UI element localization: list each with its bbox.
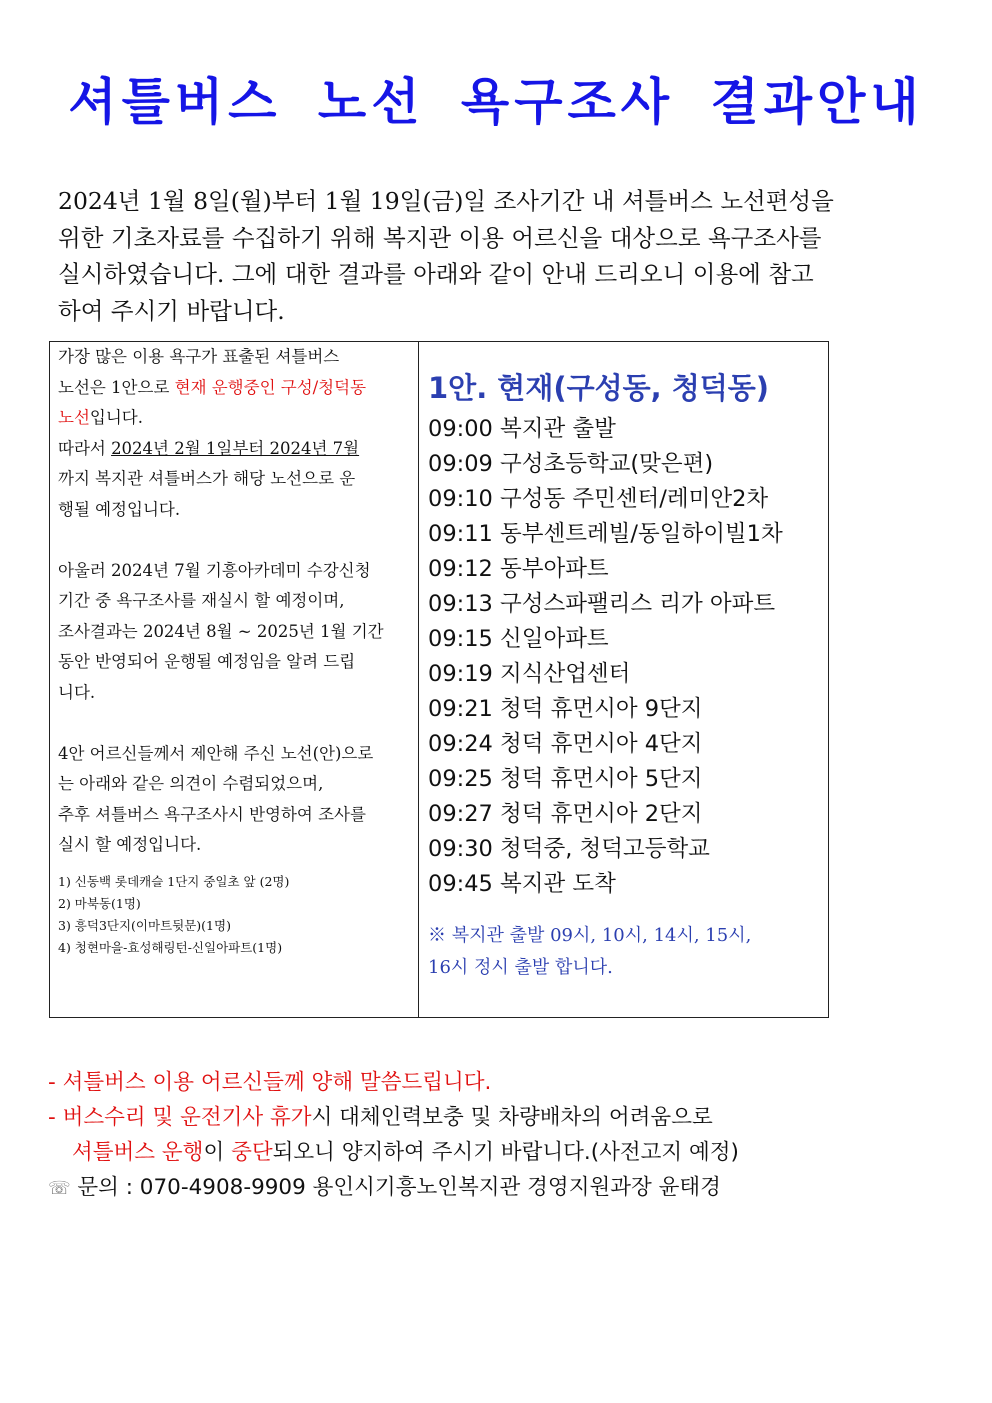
notice-line: - 버스수리 및 운전기사 휴가시 대체인력보충 및 차량배차의 어려움으로 bbox=[48, 1105, 713, 1130]
intro-line: 2024년 1월 8일(월)부터 1월 19일(금)일 조사기간 내 셔틀버스 노선편성을 bbox=[58, 187, 834, 215]
schedule-item: 09:12 동부아파트 bbox=[428, 556, 609, 582]
page-title: 셔틀버스 노선 욕구조사 결과안내 bbox=[68, 73, 924, 131]
schedule-item: 09:13 구성스파팰리스 리가 아파트 bbox=[428, 591, 776, 617]
opinion-item: 4) 청현마을-효성해링턴-신일아파트(1명) bbox=[58, 939, 283, 955]
phone-icon: ☏ bbox=[48, 1178, 71, 1199]
description-line: 실시 할 예정입니다. bbox=[58, 835, 202, 854]
schedule-item: 09:09 구성초등학교(맞은편) bbox=[428, 451, 714, 477]
highlight-text: 버스수리 및 운전기사 휴가 bbox=[62, 1105, 312, 1130]
schedule-item: 09:27 청덕 휴먼시아 2단지 bbox=[428, 801, 703, 827]
route-schedule bbox=[428, 366, 823, 984]
highlight-text: 중단 bbox=[231, 1140, 273, 1165]
description-line: 가장 많은 이용 욕구가 표출된 셔틀버스 bbox=[58, 347, 340, 366]
contact-text: 문의 : 070-4908-9909 용인시기흥노인복지관 경영지원과장 윤태경 bbox=[77, 1175, 721, 1200]
contact-line bbox=[48, 1170, 948, 1206]
highlight-text: 노선 bbox=[58, 408, 90, 427]
intro-line: 실시하였습니다. 그에 대한 결과를 아래와 같이 안내 드리오니 이용에 참고 bbox=[58, 260, 814, 288]
route-title: 1안. 현재(구성동, 청덕동) bbox=[428, 371, 770, 405]
description-line: 노선입니다. bbox=[58, 408, 143, 427]
intro-paragraph bbox=[58, 183, 834, 329]
description-line: 4안 어르신들께서 제안해 주신 노선(안)으로 bbox=[58, 743, 374, 763]
schedule-item: 09:19 지식산업센터 bbox=[428, 661, 631, 687]
description-line: 노선은 1안으로 현재 운행중인 구성/청덕동 bbox=[58, 377, 367, 397]
schedule-item: 09:10 구성동 주민센터/레미안2차 bbox=[428, 486, 769, 512]
description-line: 따라서 2024년 2월 1일부터 2024년 7월 bbox=[58, 438, 360, 458]
schedule-item: 09:30 청덕중, 청덕고등학교 bbox=[428, 836, 710, 862]
schedule-item: 09:24 청덕 휴먼시아 4단지 bbox=[428, 731, 703, 757]
description-line: 추후 셔틀버스 욕구조사시 반영하여 조사를 bbox=[58, 804, 366, 824]
result-table bbox=[49, 341, 829, 1018]
opinion-item: 3) 흥덕3단지(이마트뒷문)(1명) bbox=[58, 917, 231, 933]
departure-note bbox=[428, 920, 823, 984]
schedule-item: 09:21 청덕 휴먼시아 9단지 bbox=[428, 696, 703, 722]
opinion-item: 2) 마북동(1명) bbox=[58, 895, 141, 911]
description-line: 니다. bbox=[58, 682, 96, 702]
intro-line: 위한 기초자료를 수집하기 위해 복지관 이용 어르신을 대상으로 욕구조사를 bbox=[58, 223, 822, 252]
description-line: 동안 반영되어 운행될 예정임을 알려 드립 bbox=[58, 652, 356, 671]
intro-line: 하여 주시기 바랍니다. bbox=[58, 296, 285, 325]
description-line: 는 아래와 같은 의견이 수렴되었으며, bbox=[58, 774, 324, 793]
description-line: 행될 예정입니다. bbox=[58, 499, 181, 519]
description-line: 기간 중 욕구조사를 재실시 할 예정이며, bbox=[58, 591, 345, 610]
notice-line: 셔틀버스 운행이 중단되오니 양지하여 주시기 바랍니다.(사전고지 예정) bbox=[72, 1140, 739, 1165]
highlight-text: 현재 운행중인 구성/청덕동 bbox=[174, 377, 367, 397]
schedule-item: 09:25 청덕 휴먼시아 5단지 bbox=[428, 766, 703, 792]
notice-line: - 셔틀버스 이용 어르신들께 양해 말씀드립니다. bbox=[48, 1070, 492, 1095]
schedule-list bbox=[428, 412, 823, 902]
result-description bbox=[58, 342, 410, 959]
description-line: 조사결과는 2024년 8월 ~ 2025년 1월 기간 bbox=[58, 621, 384, 641]
period-text: 2024년 2월 1일부터 2024년 7월 bbox=[111, 438, 360, 458]
note-line: 16시 정시 출발 합니다. bbox=[428, 957, 613, 978]
opinion-item: 1) 신동백 롯데캐슬 1단지 중일초 앞 (2명) bbox=[58, 873, 290, 889]
schedule-item: 09:15 신일아파트 bbox=[428, 626, 609, 652]
opinion-list bbox=[58, 871, 410, 959]
note-line: ※ 복지관 출발 09시, 10시, 14시, 15시, bbox=[428, 925, 752, 946]
description-line: 아울러 2024년 7월 기흥아카데미 수강신청 bbox=[58, 560, 371, 580]
notice-section bbox=[48, 1065, 948, 1206]
column-divider bbox=[418, 342, 419, 1017]
schedule-item: 09:11 동부센트레빌/동일하이빌1차 bbox=[428, 521, 783, 547]
schedule-item: 09:45 복지관 도착 bbox=[428, 871, 616, 897]
highlight-text: 셔틀버스 운행 bbox=[72, 1140, 204, 1165]
schedule-item: 09:00 복지관 출발 bbox=[428, 416, 616, 442]
description-line: 까지 복지관 셔틀버스가 해당 노선으로 운 bbox=[58, 469, 356, 488]
